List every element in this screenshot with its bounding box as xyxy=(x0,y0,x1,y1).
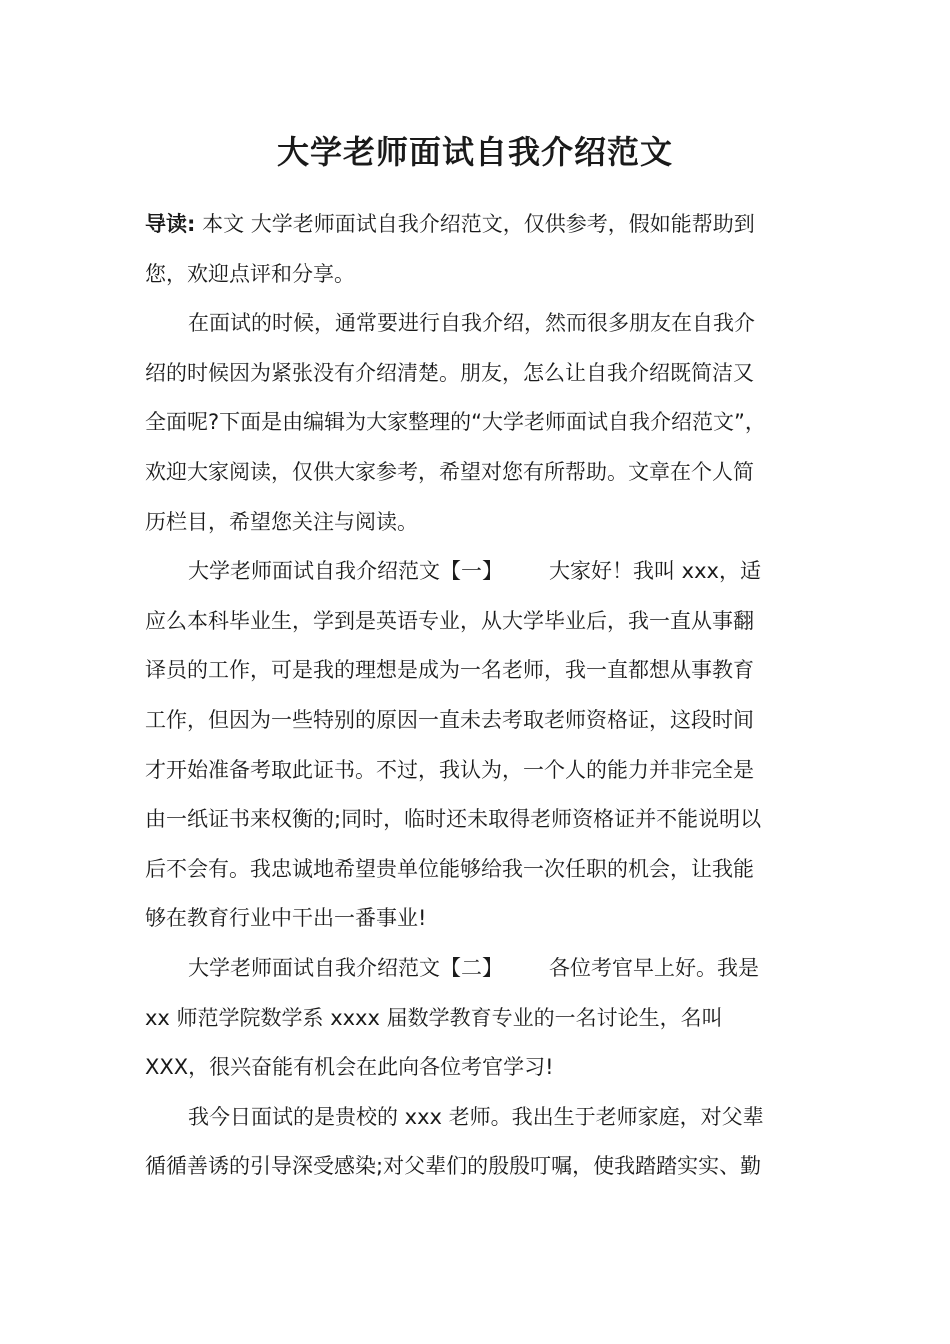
section-1-text: 大家好！我叫 xxx，适 xyxy=(549,559,761,584)
paragraph-line: 工作，但因为一些特别的原因一直未去考取老师资格证，这段时间 xyxy=(145,707,754,732)
lead-label: 导读: xyxy=(145,212,196,236)
paragraph-line: 全面呢?下面是由编辑为大家整理的“大学老师面试自我介绍范文”， xyxy=(145,410,766,435)
document-body xyxy=(145,200,805,1192)
lead-line-2: 您，欢迎点评和分享。 xyxy=(145,261,355,286)
paragraph-line: 才开始准备考取此证书。不过，我认为，一个人的能力并非完全是 xyxy=(145,757,754,782)
paragraph-line: xx 师范学院数学系 xxxx 届数学教育专业的一名讨论生，名叫 xyxy=(145,1005,723,1030)
section-2-heading: 大学老师面试自我介绍范文【二】 xyxy=(188,955,503,980)
paragraph-line: XXX，很兴奋能有机会在此向各位考官学习! xyxy=(145,1055,554,1080)
paragraph-line: 历栏目，希望您关注与阅读。 xyxy=(145,509,418,534)
paragraph-line: 欢迎大家阅读，仅供大家参考，希望对您有所帮助。文章在个人简 xyxy=(145,459,754,484)
paragraph-line: 由一纸证书来权衡的;同时，临时还未取得老师资格证并不能说明以 xyxy=(145,807,762,832)
paragraph-line: 应么本科毕业生，学到是英语专业，从大学毕业后，我一直从事翻 xyxy=(145,608,754,633)
paragraph-line: 在面试的时候，通常要进行自我介绍，然而很多朋友在自我介 xyxy=(188,311,755,336)
paragraph-line: 够在教育行业中干出一番事业! xyxy=(145,906,427,931)
section-1-first-line xyxy=(145,547,805,597)
paragraph-line: 译员的工作，可是我的理想是成为一名老师，我一直都想从事教育 xyxy=(145,658,754,683)
section-1-heading: 大学老师面试自我介绍范文【一】 xyxy=(188,559,503,584)
paragraph-line: 绍的时候因为紧张没有介绍清楚。朋友，怎么让自我介绍既简洁又 xyxy=(145,360,754,385)
lead-line-1 xyxy=(145,200,805,250)
section-2-first-line xyxy=(145,944,805,994)
lead-text: 本文 大学老师面试自我介绍范文，仅供参考，假如能帮助到 xyxy=(195,212,755,236)
paragraph-line: 我今日面试的是贵校的 xxx 老师。我出生于老师家庭，对父辈 xyxy=(188,1104,764,1129)
document-title: 大学老师面试自我介绍范文 xyxy=(276,133,673,171)
paragraph-line: 循循善诱的引导深受感染;对父辈们的殷殷叮嘱，使我踏踏实实、勤 xyxy=(145,1154,762,1179)
paragraph-line: 后不会有。我忠诚地希望贵单位能够给我一次任职的机会，让我能 xyxy=(145,856,754,881)
section-2-text: 各位考官早上好。我是 xyxy=(549,955,759,980)
